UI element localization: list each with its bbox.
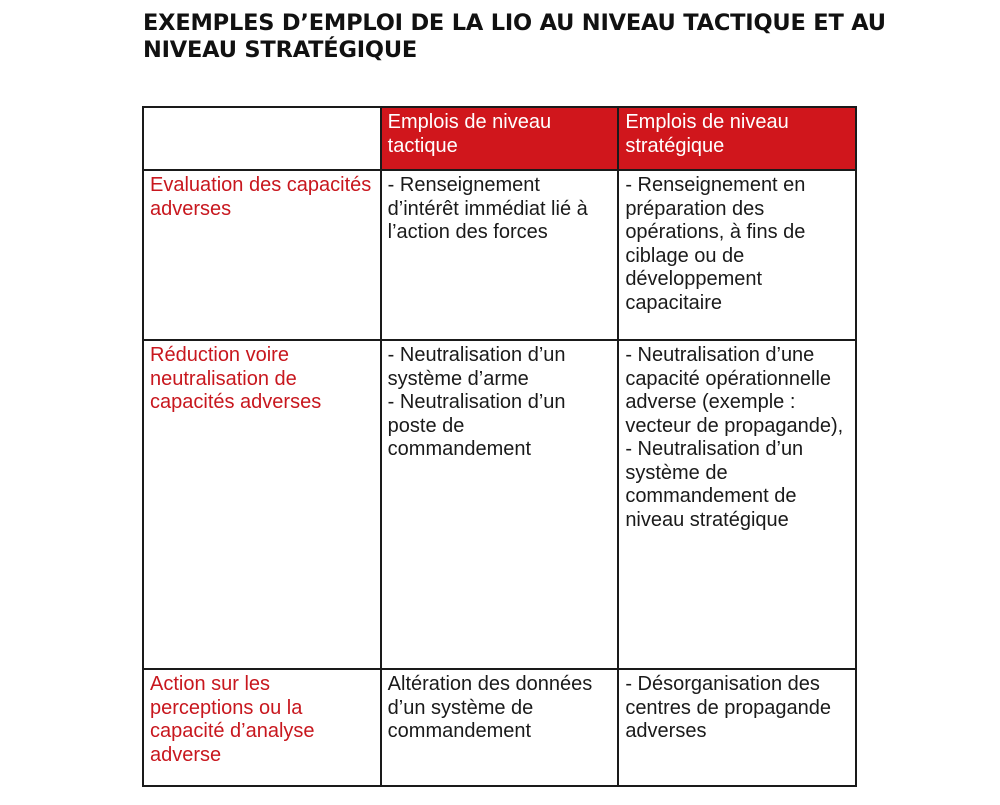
cell-strategique bbox=[618, 340, 856, 669]
cell-text: - Neutralisation d’un système d’arme - Neutralisation d’un poste de commandement bbox=[387, 344, 566, 460]
cell-tactique bbox=[381, 170, 619, 340]
cell-text: - Désorganisation des centres de propagande adverses bbox=[625, 673, 837, 742]
cell-tactique bbox=[381, 340, 619, 669]
header-strategique: Emplois de niveau stratégique bbox=[618, 107, 856, 170]
document-title: EXEMPLES D’EMPLOI DE LA LIO AU NIVEAU TACTIQUE ET AU NIVEAU STRATÉGIQUE bbox=[143, 10, 886, 63]
table-header-row bbox=[143, 107, 856, 170]
cell-strategique bbox=[618, 669, 856, 786]
row-label-evaluation: Evaluation des capacités adverses bbox=[143, 170, 381, 340]
table-row bbox=[143, 669, 856, 786]
table-corner-cell bbox=[143, 107, 381, 170]
table-row bbox=[143, 170, 856, 340]
cell-tactique bbox=[381, 669, 619, 786]
cell-text: - Renseignement en préparation des opérations, à fins de ciblage ou de développement capacitaire bbox=[625, 174, 811, 314]
row-label-action-perceptions: Action sur les perceptions ou la capacité d’analyse adverse bbox=[143, 669, 381, 786]
cell-text: - Neutralisation d’une capacité opérationnelle adverse (exemple : vecteur de propagande), - Neutralisation d’un système de commandement de niveau stratégique bbox=[625, 344, 844, 531]
cell-text: Altération des données d’un système de commandement bbox=[387, 673, 598, 742]
header-tactique: Emplois de niveau tactique bbox=[381, 107, 619, 170]
table-row bbox=[143, 340, 856, 669]
row-label-reduction: Réduction voire neutralisation de capacités adverses bbox=[143, 340, 381, 669]
cell-strategique bbox=[618, 170, 856, 340]
cell-text: - Renseignement d’intérêt immédiat lié à l’action des forces bbox=[387, 174, 594, 243]
lio-employment-table bbox=[142, 106, 857, 787]
